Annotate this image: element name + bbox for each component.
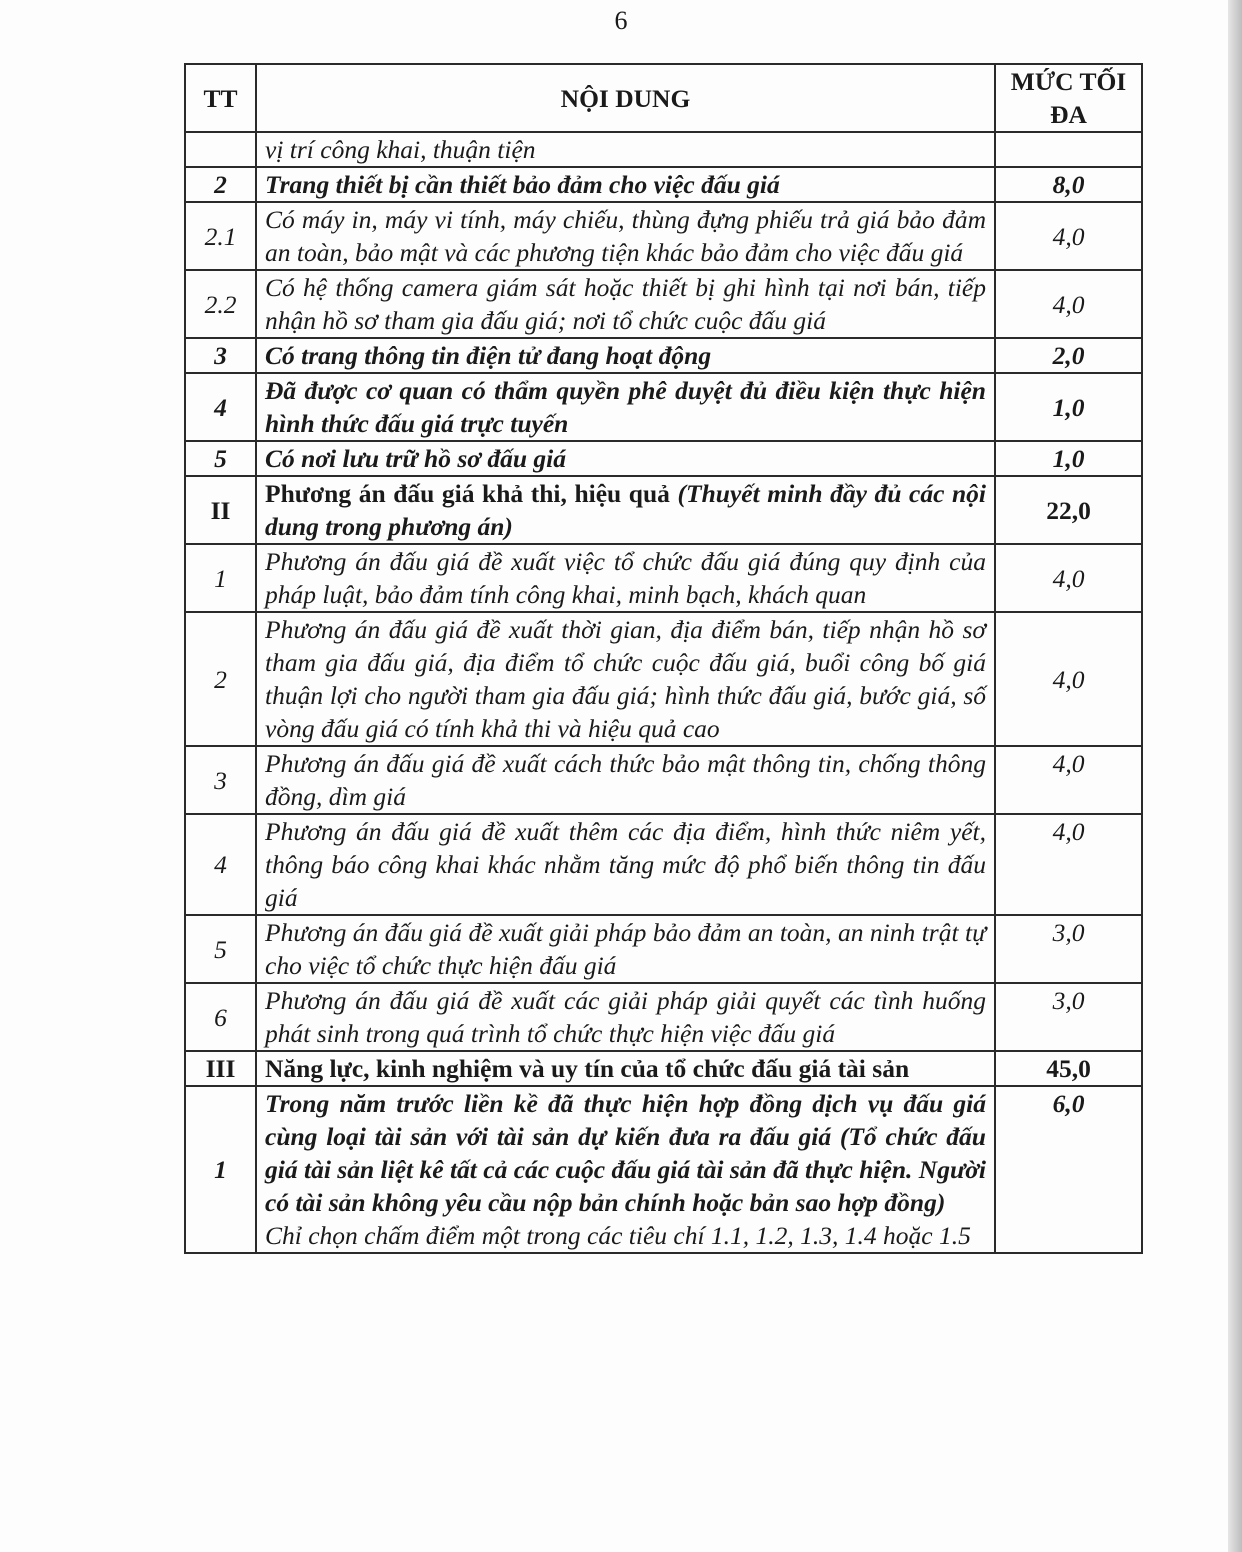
row-content-cell (256, 338, 995, 373)
row-number: 4 (185, 373, 256, 441)
row-number: 1 (185, 544, 256, 612)
header-content: NỘI DUNG (256, 64, 995, 132)
row-max-score: 4,0 (995, 202, 1142, 270)
table-body (185, 132, 1142, 1253)
row-content: vị trí công khai, thuận tiện (265, 135, 536, 164)
row-content-cell (256, 167, 995, 202)
row-content-cell (256, 612, 995, 746)
row-number: 5 (185, 915, 256, 983)
table-row (185, 1051, 1142, 1086)
row-number: 2 (185, 612, 256, 746)
table-row (185, 915, 1142, 983)
table-row (185, 1086, 1142, 1253)
row-content: Phương án đấu giá đề xuất việc tổ chức đấu giá đúng quy định của pháp luật, bảo đảm tính công khai, minh bạch, khách quan (265, 547, 986, 609)
table-row (185, 167, 1142, 202)
row-content-cell (256, 983, 995, 1051)
row-max-score: 6,0 (995, 1086, 1142, 1253)
row-content-cell (256, 270, 995, 338)
row-content-cell (256, 915, 995, 983)
row-number (185, 132, 256, 167)
page-number: 6 (614, 6, 628, 35)
table-row (185, 612, 1142, 746)
row-content: Có hệ thống camera giám sát hoặc thiết bị ghi hình tại nơi bán, tiếp nhận hồ sơ tham gia đấu giá; nơi tổ chức cuộc đấu giá (265, 273, 986, 335)
row-number: 2.1 (185, 202, 256, 270)
row-content-cell (256, 544, 995, 612)
table-row (185, 544, 1142, 612)
row-content: Phương án đấu giá đề xuất cách thức bảo mật thông tin, chống thông đồng, dìm giá (265, 749, 986, 811)
row-max-score: 2,0 (995, 338, 1142, 373)
table-row (185, 746, 1142, 814)
row-number: III (185, 1051, 256, 1086)
table-row (185, 373, 1142, 441)
row-max-score: 3,0 (995, 983, 1142, 1051)
scoring-criteria-table (184, 63, 1143, 1254)
row-content: Phương án đấu giá đề xuất thêm các địa điểm, hình thức niêm yết, thông báo công khai khác nhằm tăng mức độ phổ biến thông tin đấu giá (265, 817, 986, 912)
row-max-score: 4,0 (995, 544, 1142, 612)
row-content-cell (256, 1086, 995, 1253)
table-row (185, 814, 1142, 915)
table-row (185, 132, 1142, 167)
row-content-cell (256, 746, 995, 814)
row-max-score: 4,0 (995, 270, 1142, 338)
row-content: Có máy in, máy vi tính, máy chiếu, thùng đựng phiếu trả giá bảo đảm an toàn, bảo mật và các phương tiện khác bảo đảm cho việc đấu giá (265, 205, 986, 267)
row-max-score: 22,0 (995, 476, 1142, 544)
row-content: Đã được cơ quan có thẩm quyền phê duyệt đủ điều kiện thực hiện hình thức đấu giá trực tuyến (265, 376, 986, 438)
row-number: 2 (185, 167, 256, 202)
row-max-score: 4,0 (995, 814, 1142, 915)
table-header-row (185, 64, 1142, 132)
row-number: 5 (185, 441, 256, 476)
header-max-score: MỨC TỐI ĐA (995, 64, 1142, 132)
table-row (185, 270, 1142, 338)
header-tt: TT (185, 64, 256, 132)
row-number: 3 (185, 746, 256, 814)
row-max-score: 45,0 (995, 1051, 1142, 1086)
row-content-cell (256, 476, 995, 544)
row-max-score: 3,0 (995, 915, 1142, 983)
row-content-note: Chỉ chọn chấm điểm một trong các tiêu chí 1.1, 1.2, 1.3, 1.4 hoặc 1.5 (265, 1221, 971, 1250)
table-row (185, 441, 1142, 476)
row-max-score (995, 132, 1142, 167)
row-content: Phương án đấu giá đề xuất thời gian, địa điểm bán, tiếp nhận hồ sơ tham gia đấu giá, địa điểm tổ chức cuộc đấu giá, buổi công bố giá thuận lợi cho người tham gia đấu giá; hình thức đấu giá, bước giá, số vòng đấu giá có tính khả thi và hiệu quả cao (265, 615, 986, 743)
row-content-note-inline: (Thuyết minh đầy đủ các nội dung trong phương án) (265, 479, 987, 541)
row-number: 4 (185, 814, 256, 915)
row-number: 2.2 (185, 270, 256, 338)
row-content-cell (256, 441, 995, 476)
row-content: Có trang thông tin điện tử đang hoạt động (265, 341, 712, 370)
row-content-cell (256, 814, 995, 915)
row-max-score: 8,0 (995, 167, 1142, 202)
row-number: 6 (185, 983, 256, 1051)
row-content: Trang thiết bị cần thiết bảo đảm cho việc đấu giá (265, 170, 780, 199)
row-content: Phương án đấu giá đề xuất các giải pháp giải quyết các tình huống phát sinh trong quá trình tổ chức thực hiện việc đấu giá (265, 986, 986, 1048)
table-row (185, 338, 1142, 373)
row-content: Có nơi lưu trữ hồ sơ đấu giá (265, 444, 566, 473)
row-max-score: 4,0 (995, 612, 1142, 746)
table-row (185, 202, 1142, 270)
row-content-cell (256, 373, 995, 441)
row-max-score: 1,0 (995, 373, 1142, 441)
row-content-cell (256, 202, 995, 270)
row-number: 3 (185, 338, 256, 373)
row-content-cell (256, 1051, 995, 1086)
row-number: II (185, 476, 256, 544)
table-row (185, 983, 1142, 1051)
row-content: Năng lực, kinh nghiệm và uy tín của tổ chức đấu giá tài sản (265, 1054, 910, 1083)
scan-page-edge (1228, 0, 1242, 1552)
row-content: Phương án đấu giá khả thi, hiệu quả (265, 479, 670, 508)
row-max-score: 4,0 (995, 746, 1142, 814)
row-max-score: 1,0 (995, 441, 1142, 476)
row-content-cell (256, 132, 995, 167)
table-row (185, 476, 1142, 544)
row-content: Phương án đấu giá đề xuất giải pháp bảo đảm an toàn, an ninh trật tự cho việc tổ chức thực hiện đấu giá (265, 918, 986, 980)
row-number: 1 (185, 1086, 256, 1253)
row-content: Trong năm trước liền kề đã thực hiện hợp đồng dịch vụ đấu giá cùng loại tài sản với tài sản dự kiến đưa ra đấu giá (Tổ chức đấu giá tài sản liệt kê tất cả các cuộc đấu giá tài sản đã thực hiện. Người có tài sản không yêu cầu nộp bản chính hoặc bản sao hợp đồng) (265, 1089, 986, 1217)
